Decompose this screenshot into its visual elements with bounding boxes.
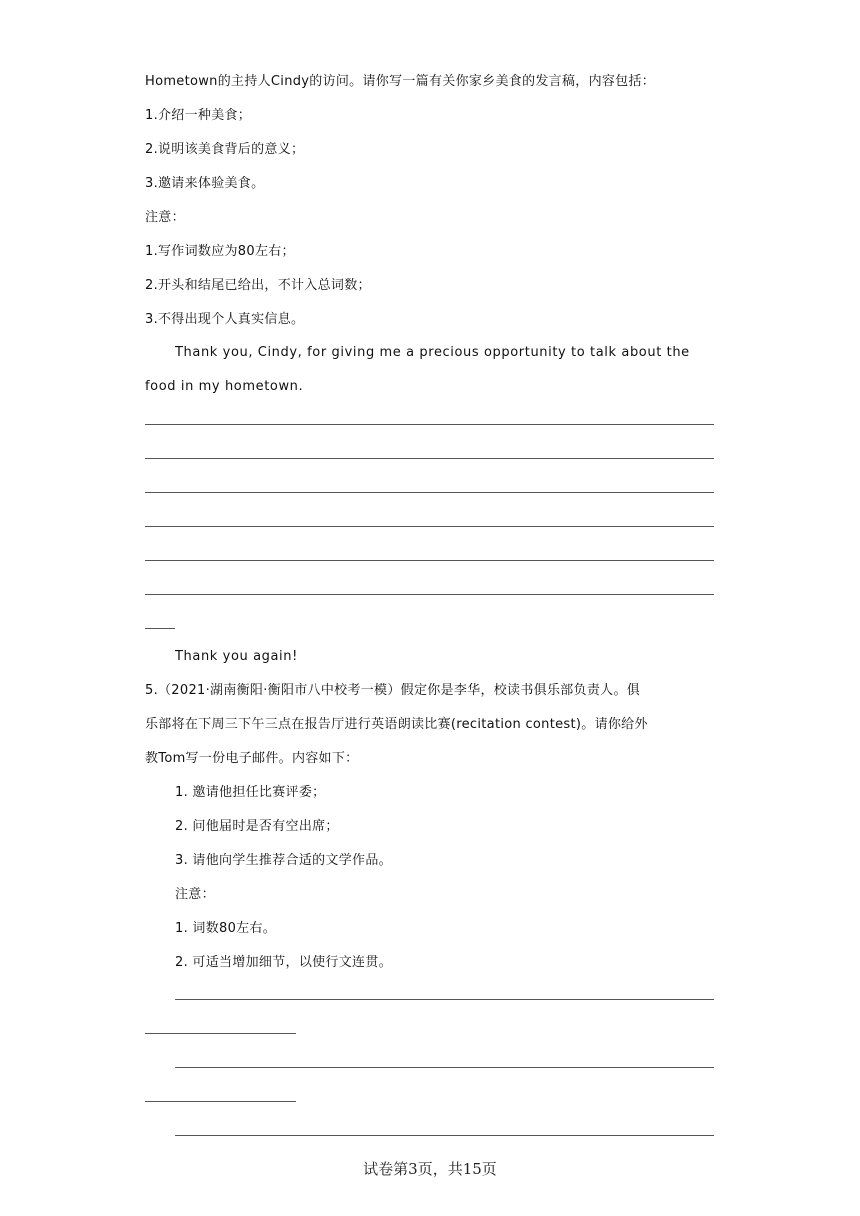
task5-note-1: 1. 词数80左右。 [175,921,277,936]
answer-line [145,424,714,425]
page-footer: 试卷第3页，共15页 [363,1160,497,1178]
answer-line [145,1101,296,1102]
task4-opening-line-1: Thank you, Cindy, for giving me a precious opportunity to talk about the [175,345,690,360]
task5-point-3: 3. 请他向学生推荐合适的文学作品。 [175,853,392,868]
task4-note-3: 3.不得出现个人真实信息。 [145,312,305,327]
task4-point-1: 1.介绍一种美食； [145,108,252,123]
task4-note-1: 1.写作词数应为80左右； [145,244,295,259]
task5-note-2: 2. 可适当增加细节，以使行文连贯。 [175,955,392,970]
answer-line [145,628,175,629]
task4-closing: Thank you again! [175,649,298,664]
task4-point-3: 3.邀请来体验美食。 [145,176,265,191]
task4-note-2: 2.开头和结尾已给出，不计入总词数； [145,278,371,293]
task4-opening-line-2: food in my hometown. [145,379,304,394]
answer-line [145,492,714,493]
answer-line [145,1033,296,1034]
answer-line [145,458,714,459]
task4-notes-title: 注意： [145,210,185,225]
task5-line-3: 教Tom写一份电子邮件。内容如下： [145,751,359,766]
answer-line [145,594,714,595]
task5-point-1: 1. 邀请他担任比赛评委； [175,785,326,800]
task5-line-1: 5.（2021·湖南衡阳·衡阳市八中校考一模）假定你是李华，校读书俱乐部负责人。俱 [145,683,641,698]
task5-line-2: 乐部将在下周三下午三点在报告厅进行英语朗读比赛(recitation contest)。请你给外 [145,717,648,732]
task4-point-2: 2.说明该美食背后的意义； [145,142,305,157]
answer-line [145,526,714,527]
task4-intro-line: Hometown的主持人Cindy的访问。请你写一篇有关你家乡美食的发言稿，内容包括： [145,74,656,89]
answer-line [145,560,714,561]
answer-line [175,1135,714,1136]
answer-line [175,999,714,1000]
answer-line [175,1067,714,1068]
task5-point-2: 2. 问他届时是否有空出席； [175,819,339,834]
task5-notes-title: 注意： [175,887,215,902]
